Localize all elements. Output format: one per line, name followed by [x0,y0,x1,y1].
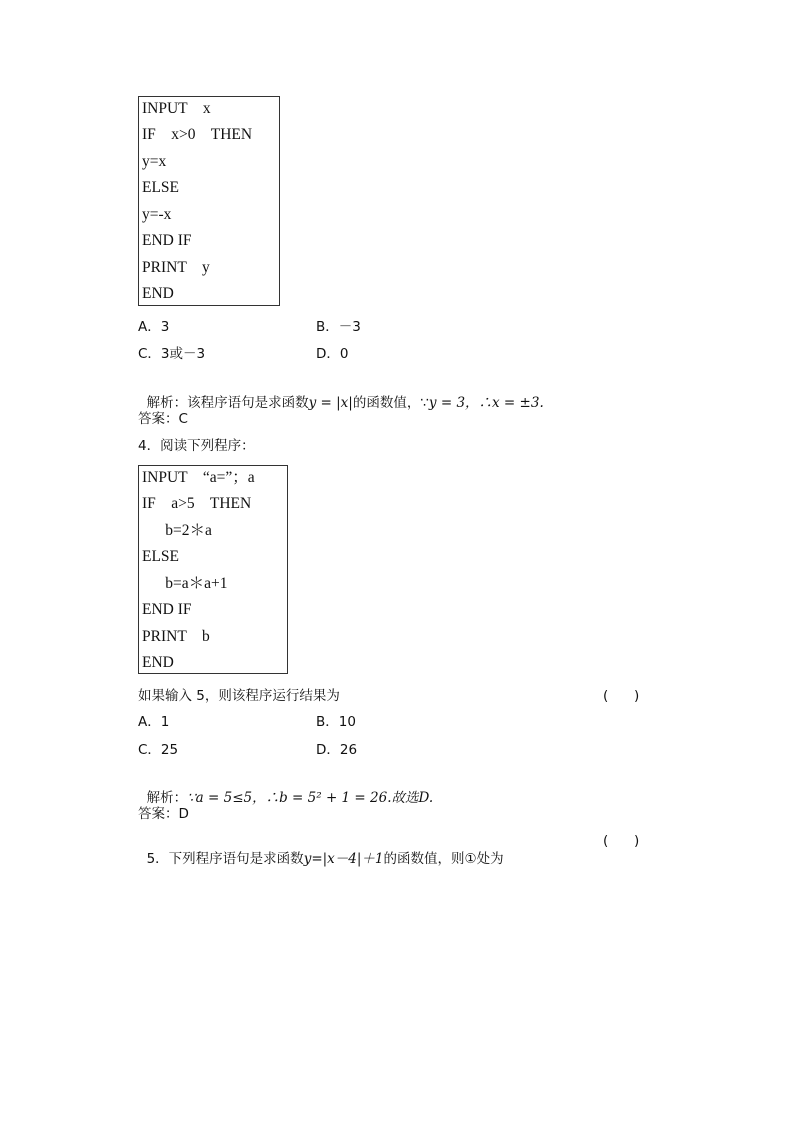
analysis-formula: y = |x| [308,395,353,411]
analysis-formula: y = 3，∴x = ±3. [428,395,544,411]
option-c: C．3或－3 [138,346,206,362]
option-b: B．－3 [316,319,361,335]
stem-text: 5．下列程序语句是求函数 [146,851,304,867]
program-box-1 [138,96,280,306]
analysis [138,771,433,807]
answer: 答案：C [138,411,188,427]
analysis-label: 解析： [146,790,188,806]
question-text: 如果输入 5，则该程序运行结果为 [138,688,340,704]
answer-paren: ( ) [603,833,640,849]
stem-text: 的函数值，则①处为 [383,851,504,867]
analysis-label: 解析： [146,395,188,411]
code-line: ELSE [142,548,180,565]
code-line: b=2＊a [142,522,212,539]
code-line: IF x>0 THEN [142,126,253,143]
code-line: END IF [142,232,192,249]
option-c: C．25 [138,742,179,758]
analysis-text: ∵a = 5≤5，∴b = 5² + 1 = 26.故选D. [187,790,434,806]
analysis-text: 的函数值，∵ [352,395,429,411]
code-line: y=x [142,153,167,170]
code-line: INPUT x [142,100,211,117]
analysis [138,376,544,412]
code-line: INPUT “a=”；a [142,469,255,486]
code-line: y=-x [142,206,172,223]
code-line: ELSE [142,179,180,196]
option-a: A．3 [138,319,170,335]
question-stem [138,832,504,868]
question-stem: 4．阅读下列程序： [138,438,255,454]
code-line: b=a＊a+1 [142,575,228,592]
code-line: END [142,654,174,671]
code-line: PRINT b [142,628,210,645]
answer-paren: ( ) [603,688,640,704]
code-line: PRINT y [142,259,210,276]
analysis-text: 该程序语句是求函数 [187,395,309,411]
code-line: END [142,285,174,302]
program-box-2 [138,465,288,674]
answer: 答案：D [138,806,189,822]
option-d: D．26 [316,742,358,758]
option-b: B．10 [316,714,356,730]
stem-formula: y=|x－4|＋1 [303,851,384,867]
code-line: END IF [142,601,192,618]
option-a: A．1 [138,714,170,730]
option-d: D．0 [316,346,349,362]
code-line: IF a>5 THEN [142,495,252,512]
